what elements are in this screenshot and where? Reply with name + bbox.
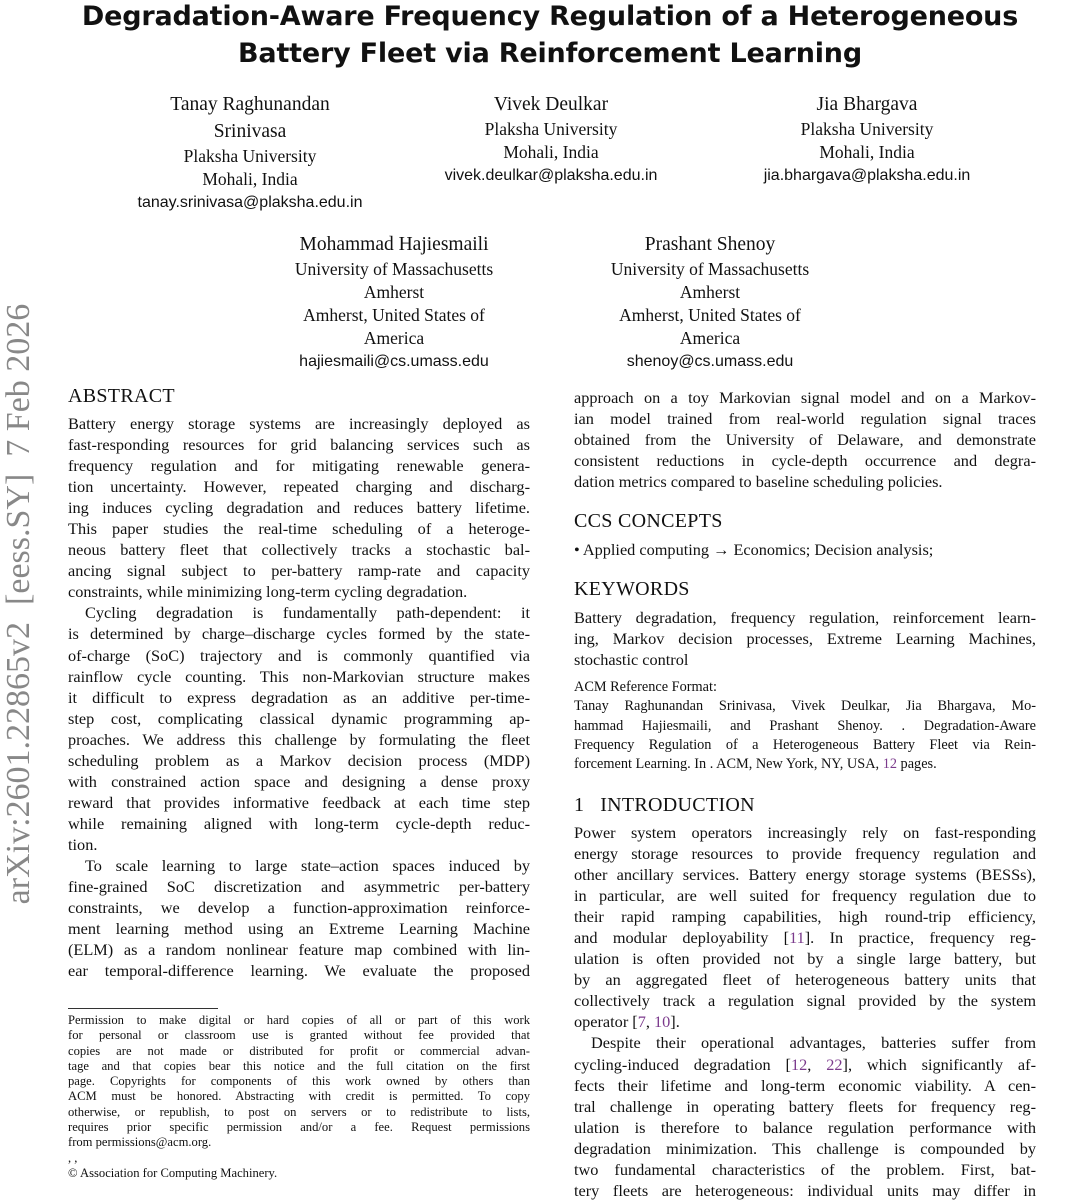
text-line: Permission to make digital or hard copies of all or part of this work [68, 1013, 530, 1027]
text-line: approach on a toy Markovian signal model and on a Markov- [574, 388, 1036, 407]
introduction-body [574, 822, 1036, 1201]
text-line: in particular, are well suited for frequency regulation due to [574, 886, 1036, 906]
text-line: • Applied computing → Economics; Decision analysis; [574, 540, 934, 559]
author-email[interactable]: vivek.deulkar@plaksha.edu.in [444, 167, 658, 184]
text-line: ACM must be honored. Abstracting with credit is permitted. To copy [68, 1089, 530, 1104]
author-affiliation: Amherst [679, 282, 741, 302]
text-line: stochastic control [574, 650, 689, 670]
author-location: Amherst, United States of [619, 305, 801, 325]
author-location: America [679, 328, 741, 348]
text-line: of-charge (SoC) trajectory and is commonly quantified via [68, 645, 530, 665]
introduction-heading: 1 INTRODUCTION [574, 794, 755, 816]
citation-link[interactable]: 10 [654, 1012, 671, 1032]
text-line: otherwise, or republish, to post on servers or to redistribute to lists, [68, 1104, 530, 1119]
text-line: step cost, complicating classical dynamic programming ap- [68, 708, 530, 728]
author-name: Srinivasa [213, 121, 287, 142]
text-line: two fundamental characteristics of the problem. First, bat- [574, 1159, 1036, 1179]
text-line: collectively track a regulation signal provided by the system [574, 991, 1036, 1011]
text-line: obtained from the University of Delaware, and demonstrate [574, 430, 1036, 450]
text-line: and modular deployability [11]. In practice, frequency reg- [574, 928, 1036, 948]
text-line: for personal or classroom use is granted without fee provided that [68, 1028, 530, 1043]
author-name: Vivek Deulkar [493, 94, 609, 115]
text-line: with constrained action space and designing a dense proxy [68, 771, 530, 791]
text-line: fast-responding resources for grid balancing services such as [68, 435, 530, 455]
citation-link[interactable]: 22 [826, 1054, 843, 1074]
author-affiliation: Amherst [363, 282, 425, 302]
author-location: Amherst, United States of [303, 305, 485, 325]
text-line: constraints, we develop a function-approximation reinforce- [68, 898, 530, 918]
text-line: scheduling problem as a Markov decision process (MDP) [68, 750, 530, 770]
ccs-heading: CCS CONCEPTS [574, 510, 723, 532]
author-affiliation: Plaksha University [800, 119, 934, 139]
text-line: Battery degradation, frequency regulation, reinforcement learn- [574, 608, 1036, 627]
author-block [401, 91, 701, 187]
text-line: tral challenge in operating battery fleets for frequency reg- [574, 1096, 1036, 1116]
title-line: Battery Fleet via Reinforcement Learning [238, 38, 862, 69]
text-line: ment learning method using an Extreme Learning Machine [68, 919, 530, 939]
author-name: Jia Bhargava [816, 94, 918, 115]
text-line: energy storage resources to provide frequency regulation and [574, 844, 1036, 864]
text-line: ing induces cycling degradation and reduces battery lifetime. [68, 498, 530, 518]
text-line: Tanay Raghunandan Srinivasa, Vivek Deulkar, Jia Bhargava, Mo- [574, 698, 1036, 715]
author-affiliation: University of Massachusetts [294, 259, 494, 279]
text-line: Frequency Regulation of a Heterogeneous Battery Fleet via Rein- [574, 736, 1036, 753]
text-line: while remaining aligned with long-term cycle-depth reduc- [68, 813, 530, 833]
text-line: other ancillary services. Battery energy storage systems (BESSs), [574, 865, 1036, 885]
text-line: constraints, while minimizing long-term cycling degradation. [68, 582, 468, 602]
author-location: America [363, 328, 425, 348]
citation-link[interactable]: 11 [789, 928, 805, 948]
text-line: page. Copyrights for components of this work owned by others than [68, 1074, 530, 1089]
author-location: Mohali, India [819, 142, 915, 162]
text-line: consistent reductions in cycle-depth occurrence and degra- [574, 451, 1036, 471]
text-line: To scale learning to large state–action spaces induced by [85, 855, 530, 875]
text-line: tion uncertainty. However, repeated charging and discharg- [68, 477, 530, 497]
text-line: ing, Markov decision processes, Extreme Learning Machines, [574, 629, 1036, 649]
abstract-body-right [574, 387, 1036, 492]
author-location: Mohali, India [202, 169, 298, 189]
text-line: degradation minimization. This challenge is compounded by [574, 1138, 1036, 1158]
author-block [717, 91, 1017, 187]
author-block [100, 91, 400, 214]
text-line: by an aggregated fleet of heterogeneous battery units that [574, 970, 1036, 990]
text-line: fects their lifetime and long-term economic viability. A cen- [574, 1075, 1036, 1095]
author-email[interactable]: shenoy@cs.umass.edu [626, 353, 794, 370]
author-name: Mohammad Hajiesmaili [299, 234, 489, 255]
author-email[interactable]: hajiesmaili@cs.umass.edu [299, 353, 489, 370]
text-line: reward that provides informative feedback at each time step [68, 792, 530, 812]
text-line: operator [7, 10]. [574, 1012, 680, 1032]
text-line: ACM Reference Format: [574, 679, 717, 695]
ccs-concepts [574, 539, 1036, 560]
author-block [244, 231, 544, 373]
text-line: ulation is therefore to balance regulation performance with [574, 1117, 1036, 1137]
text-line: fine-grained SoC discretization and asymmetric per-battery [68, 877, 530, 897]
text-line: Cycling degradation is fundamentally path-dependent: it [85, 603, 530, 623]
citation-link[interactable]: 12 [790, 1054, 808, 1074]
author-affiliation: University of Massachusetts [610, 259, 810, 279]
text-line: cycling-induced degradation [12, 22], which significantly af- [574, 1054, 1036, 1074]
title-line: Degradation-Aware Frequency Regulation of a Heterogeneous [81, 1, 1019, 32]
text-line: (ELM) as a random nonlinear feature map combined with lin- [68, 940, 530, 960]
author-block [560, 231, 860, 373]
author-email[interactable]: jia.bhargava@plaksha.edu.in [763, 167, 971, 184]
keywords-heading: KEYWORDS [574, 578, 690, 600]
author-name: Tanay Raghunandan [170, 94, 330, 115]
acm-reference-format [574, 678, 1036, 774]
text-line: proaches. We address this challenge by formulating the fleet [68, 729, 530, 749]
text-line: copies are not made or distributed for profit or commercial advan- [68, 1043, 530, 1058]
text-line: ear temporal-difference learning. We evaluate the proposed [68, 961, 530, 981]
text-line: requires prior specific permission and/or a fee. Request permissions [68, 1120, 530, 1135]
text-line: is determined by charge–discharge cycles formed by the state- [68, 624, 530, 644]
paper-title [60, 0, 1040, 72]
abstract-body-left [68, 413, 530, 981]
permission-footnote [68, 1013, 530, 1181]
author-affiliation: Plaksha University [484, 119, 618, 139]
citation-link[interactable]: 12 [882, 756, 897, 773]
citation-link[interactable]: 7 [637, 1012, 646, 1032]
text-line: their rapid ramping capabilities, high round-trip efficiency, [574, 907, 1036, 927]
author-affiliation: Plaksha University [183, 146, 317, 166]
text-line: from permissions@acm.org. [68, 1135, 212, 1150]
text-line: , , [68, 1150, 78, 1165]
keywords-list [574, 607, 1036, 670]
author-email[interactable]: tanay.srinivasa@plaksha.edu.in [137, 194, 363, 211]
text-line: neous battery fleet that collectively tracks a stochastic bal- [68, 540, 530, 560]
text-line: Power system operators increasingly rely on fast-responding [574, 823, 1036, 842]
text-line: hammad Hajiesmaili, and Prashant Shenoy. . Degradation-Aware [574, 717, 1036, 734]
author-location: Mohali, India [503, 142, 599, 162]
text-line: it difficult to express degradation as an additive per-time- [68, 687, 530, 707]
abstract-heading: ABSTRACT [68, 385, 175, 407]
text-line: dation metrics compared to baseline scheduling policies. [574, 472, 943, 492]
footnote-divider [68, 1008, 218, 1009]
text-line: ian model trained from real-world regulation signal traces [574, 409, 1036, 429]
text-line: forcement Learning. In . ACM, New York, NY, USA, 12 pages. [574, 756, 937, 773]
author-name: Prashant Shenoy [644, 234, 776, 255]
text-line: tion. [68, 834, 98, 854]
text-line: tery fleets are heterogeneous: individual units may differ in [574, 1180, 1036, 1200]
text-line: This paper studies the real-time scheduling of a heteroge- [68, 519, 530, 539]
text-line: rainflow cycle counting. This non-Markovian structure makes [68, 666, 530, 686]
text-line: Despite their operational advantages, batteries suffer from [591, 1033, 1036, 1053]
text-line: frequency regulation and for mitigating renewable genera- [68, 456, 530, 476]
text-line: © Association for Computing Machinery. [68, 1165, 278, 1180]
text-line: Battery energy storage systems are increasingly deployed as [68, 414, 530, 433]
text-line: ancing signal subject to per-battery ramp-rate and capacity [68, 561, 530, 581]
text-line: tage and that copies bear this notice and the full citation on the first [68, 1058, 530, 1073]
text-line: ulation is often provided not by a single large battery, but [574, 949, 1036, 969]
arxiv-identifier[interactable]: arXiv:2601.22865v2 [eess.SY] 7 Feb 2026 [0, 303, 37, 905]
